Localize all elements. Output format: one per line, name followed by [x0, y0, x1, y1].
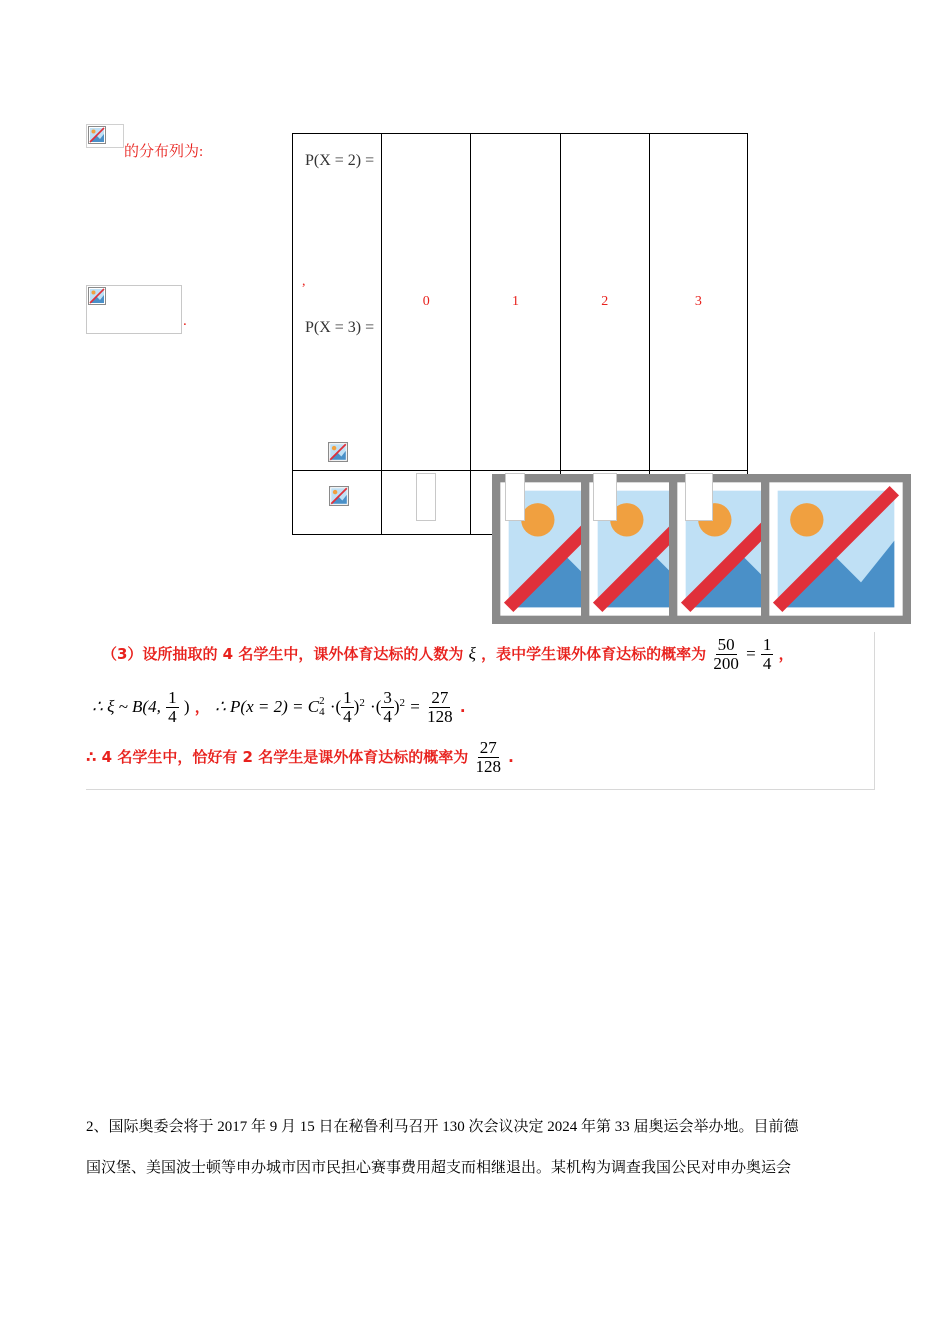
broken-image-icon	[328, 442, 348, 462]
problem2-line-1: 2、国际奥委会将于 2017 年 9 月 15 日在秘鲁利马召开 130 次会议决定 2024 年第 33 届奥运会举办地。目前德	[86, 1119, 799, 1135]
problem2-line-2: 国汉堡、美国波士顿等申办城市因市民担心赛事费用超支而相继退出。某机构为调查我国公民对申办奥运会	[86, 1160, 792, 1176]
table-header-cell	[293, 134, 382, 471]
solution-box	[86, 632, 875, 790]
comma-mark: ,	[302, 274, 306, 289]
broken-image-icon	[686, 474, 950, 624]
broken-image-icon	[88, 126, 106, 144]
period-mark: .	[183, 313, 187, 329]
broken-image-icon	[329, 486, 349, 506]
value-cell-2: 2	[560, 134, 649, 471]
prob-cell-3	[649, 471, 747, 535]
prob-cell-2	[560, 471, 649, 535]
image-placeholder-expectation	[86, 285, 182, 334]
distribution-table	[292, 133, 748, 535]
prob-cell-1	[471, 471, 560, 535]
p-x-2-label: P(X = 2) =	[305, 152, 375, 169]
image-placeholder-x	[86, 124, 124, 148]
prob-cell-0	[382, 471, 471, 535]
broken-image-icon	[88, 287, 106, 305]
solution-line-2: ∴ ξ ~ B(4, $\frac{1}{4}$ ) ， ∴ P(x = 2) = C 2 4 ·( $\frac{1}{4}$ )$^2$ ·( $\frac{3}{4}$ )$^2$ = $\frac{27}{128}$ .	[92, 688, 466, 726]
solution-line-1: （3）设所抽取的 4 名学生中，课外体育达标的人数为 ξ ，表中学生课外体育达标的概率为 $\frac{50}{200}$ = $\frac{1}{4}$ ，	[102, 635, 794, 673]
value-cell-1: 1	[471, 134, 560, 471]
value-cell-3: 3	[649, 134, 747, 471]
prob-label-cell	[293, 471, 382, 535]
distribution-label: 的分布列为:	[124, 144, 204, 160]
p-x-3-label: P(X = 3) =	[305, 319, 375, 336]
value-cell-0: 0	[382, 134, 471, 471]
solution-line-3: ∴ 4 名学生中，恰好有 2 名学生是课外体育达标的概率为 $\frac{27}{128}$ .	[86, 738, 514, 776]
